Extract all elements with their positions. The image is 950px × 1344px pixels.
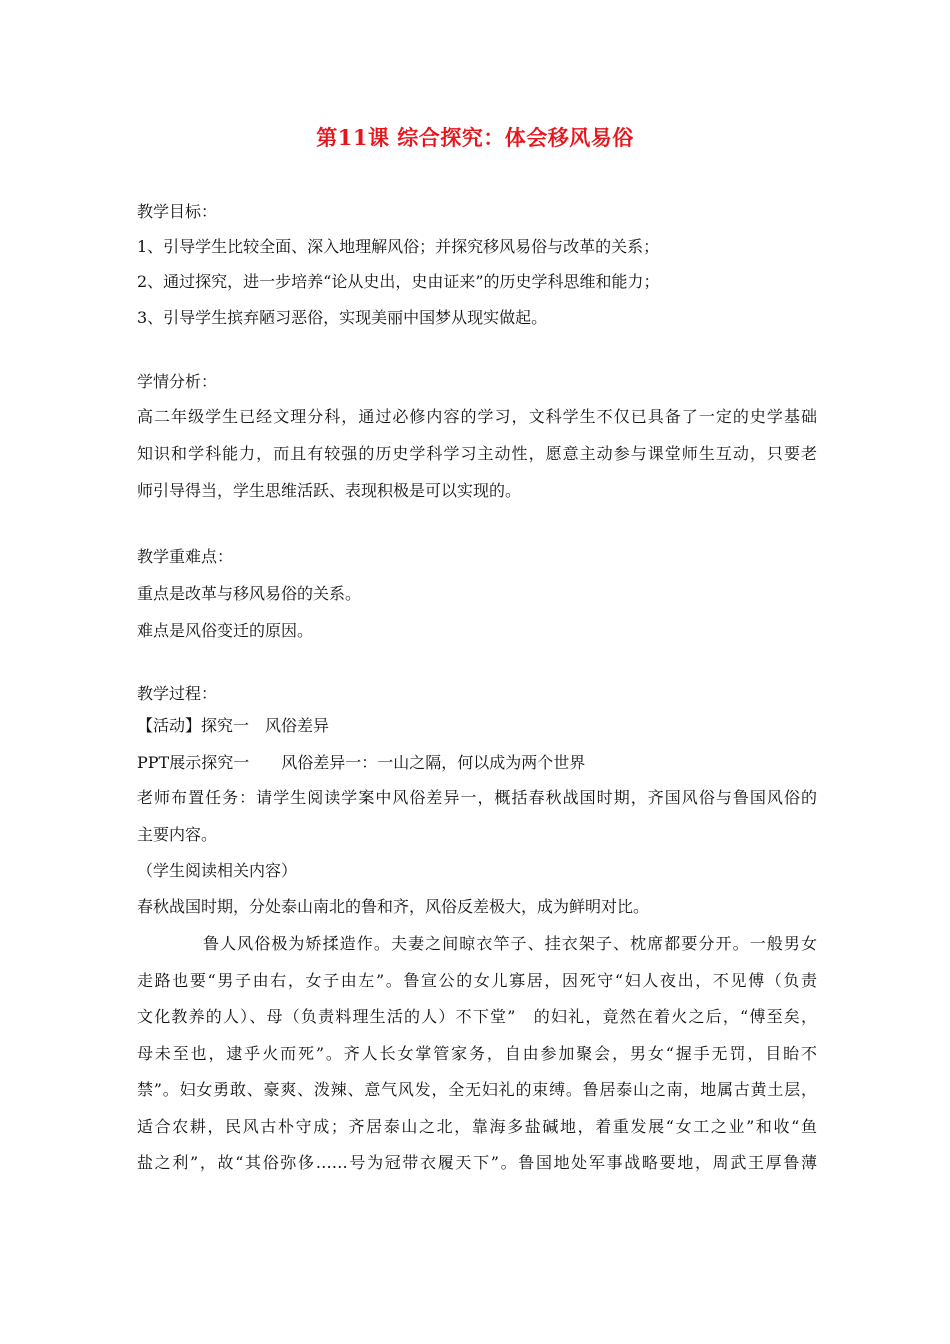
objective-item: 3、引导学生摈弃陋习恶俗，实现美丽中国梦从现实做起。 [137,308,548,327]
process-line: 主要内容。 [137,825,218,844]
objective-item: 2、通过探究，进一步培养“论从史出，史由证来”的历史学科思维和能力； [137,272,660,291]
process-line: （学生阅读相关内容） [137,861,298,880]
difficulty-line: 难点是风俗变迁的原因。 [137,621,314,640]
passage-line: 盐之利”，故“其俗弥侈……号为冠带衣履天下”。鲁国地处军事战略要地，周武王厚鲁薄 [137,1153,817,1172]
process-line: 【活动】探究一 风俗差异 [137,716,330,735]
process-heading: 教学过程： [137,684,218,703]
analysis-line: 师引导得当，学生思维活跃、表现积极是可以实现的。 [137,481,522,500]
passage-line: 母未至也，逮乎火而死”。齐人长女掌管家务，自由参加聚会，男女“握手无罚，目眙不 [137,1044,817,1063]
passage-line: 适合农耕，民风古朴守成；齐居泰山之北，靠海多盐碱地，着重发展“女工之业”和收“鱼 [137,1117,817,1136]
process-line: 老师布置任务：请学生阅读学案中风俗差异一，概括春秋战国时期，齐国风俗与鲁国风俗的 [137,788,817,807]
lesson-title: 第11课 综合探究：体会移风易俗 [316,125,634,150]
difficulty-line: 重点是改革与移风易俗的关系。 [137,584,362,603]
passage-line: 禁”。妇女勇敢、豪爽、泼辣、意气风发，全无妇礼的束缚。鲁居泰山之南，地属古黄土层， [137,1080,817,1099]
passage-line: 文化教养的人）、母（负责料理生活的人）不下堂” 的妇礼，竟然在着火之后，“傅至矣， [137,1007,817,1026]
objectives-heading: 教学目标： [137,202,218,221]
passage-line: 走路也要“男子由右，女子由左”。鲁宣公的女儿寡居，因死守“妇人夜出，不见傅（负责 [137,971,817,990]
passage-line: 鲁人风俗极为矫揉造作。夫妻之间晾衣竿子、挂衣架子、枕席都要分开。一般男女 [203,934,817,953]
process-line: 春秋战国时期，分处泰山南北的鲁和齐，风俗反差极大，成为鲜明对比。 [137,897,650,916]
process-line: PPT展示探究一 风俗差异一：一山之隔，何以成为两个世界 [137,753,586,772]
objective-item: 1、引导学生比较全面、深入地理解风俗；并探究移风易俗与改革的关系； [137,237,660,256]
analysis-line: 高二年级学生已经文理分科，通过必修内容的学习，文科学生不仅已具备了一定的史学基础 [137,407,817,426]
difficulty-heading: 教学重难点： [137,547,234,566]
analysis-heading: 学情分析： [137,372,218,391]
analysis-line: 知识和学科能力，而且有较强的历史学科学习主动性，愿意主动参与课堂师生互动，只要老 [137,444,817,463]
